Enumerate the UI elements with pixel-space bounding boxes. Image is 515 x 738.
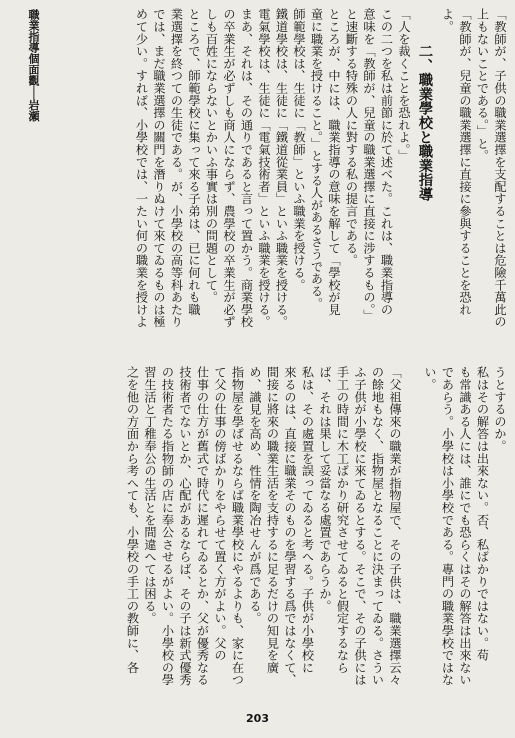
text-column: 私はその解答は出來ない。否、私ばかりではない。苟	[475, 366, 490, 662]
text-column: の卒業生が必ずしも商人にならず、農學校の卒業生が必ず	[222, 8, 236, 328]
text-column: 仕事の仕方が舊式で時代に遲れてゐるとか、父が優秀なる	[195, 366, 210, 686]
text-column: 私は、その處置を誤ってゐると考へる。子供が小學校に	[300, 366, 315, 674]
text-column: 來るのは、直接に職業そのものを學習する爲ではなくて、	[283, 366, 297, 686]
text-column: うとするのか。	[493, 366, 507, 453]
text-column: では、まだ職業選擇の關門を潛りぬけて來てゐるものは極	[152, 8, 166, 328]
text-column: め、識見を高め、性情を陶冶せんが爲である。	[248, 366, 262, 625]
text-column: ふ子供が小學校に來てゐるとする。そこで、その子供には	[353, 366, 367, 686]
text-column: ば、それは果して妥當なる處置であらうか。	[318, 366, 332, 612]
text-column: の技術者たる指物師の店に奉公させるがよい。小學校の學	[160, 366, 175, 686]
text-column: 意味を「教師が、兒童の職業選擇に直接に涉するもの。」	[362, 8, 376, 322]
page-number: 203	[246, 712, 269, 725]
text-column: 習生活と丁稚奉公の生活とを間違へては困る。	[143, 366, 157, 625]
lower-text-block	[38, 366, 508, 702]
text-column: 間接に將來の職業生活を支持するに足るだけの知見を廣	[265, 366, 280, 674]
text-column: 業選擇を終つての生徒である。が、小學校の高等科あたり	[169, 8, 184, 328]
text-column: も常識ある人には、誰にでも恐らくはその解答は出來ない	[458, 366, 472, 686]
text-column: ところが、中には、職業指導の意味を解して「學校が見	[327, 8, 341, 316]
text-column: い。	[423, 366, 437, 391]
text-column: 指物屋を學ばせるならば職業學校にやるよりも、家に在つ	[230, 366, 245, 686]
text-column	[403, 366, 421, 702]
text-column: 「教師が、子供の職業選擇を支配することは危險千萬此の	[493, 8, 507, 328]
text-column: 「父祖傳來の職業が指物屋で、その子供は、職業選擇云々	[388, 366, 402, 686]
text-column: 童に職業を授けること。」とする人があるさうである。	[309, 8, 324, 310]
section-heading: 二、職業學校と職業指導	[417, 44, 433, 202]
text-column: まあ、それは、その通りであると言って置かう。商業學校	[239, 8, 254, 328]
text-column: 手工の時間に木工ばかり研究させてゐると假定するなら	[335, 366, 350, 674]
text-column: よ。	[440, 8, 455, 33]
text-column: と速斷する特殊の人に對する私の提言である。	[344, 8, 359, 267]
text-column: この二つを私は前節に於て述べた。これは、職業指導の	[379, 8, 394, 316]
upper-text-block	[38, 8, 508, 342]
running-head: 職業指導個面觀──岩瀬	[27, 9, 40, 122]
text-column: ところで、師範學校に集って來る子弟は、已に何れも職	[187, 8, 201, 316]
text-column: しも百姓にならないとかいふ事實は別の問題として。	[204, 8, 219, 304]
text-column: であらう。小學校は小學校である。專門の職業學校ではな	[440, 366, 455, 686]
text-column: 之を他の方面から考へても、小學校の手工の教師に、各	[125, 366, 140, 674]
text-column: て父の仕事の傍ばかりをやらせて置く方がよい。父の	[213, 366, 227, 662]
text-column: の餘地もなく、指物屋となることに決まってゐる。さうい	[370, 366, 385, 686]
text-column: 上もないことである。」と。	[475, 8, 490, 162]
text-column: 師範學校は、生徒に「教師」といふ職業を授ける。	[292, 8, 306, 291]
text-column: 電氣學校は、生徒に「電氣技術者」といふ職業を授ける。	[257, 8, 271, 328]
text-column: めて少い。すれば、小學校では、一たい何の職業を授けよ	[134, 8, 149, 328]
text-column: 「教師が、兒童の職業選擇に直接に參與することを恐れ	[458, 8, 472, 316]
text-column: 技術者でないとか、心配があるならば、その子は新式優秀	[178, 366, 192, 686]
text-column: 「人を裁くことを恐れよ。」	[397, 8, 411, 162]
text-column: 鐵道學校は、生徒に「鐵道從業員」といふ職業を授ける。	[274, 8, 289, 328]
